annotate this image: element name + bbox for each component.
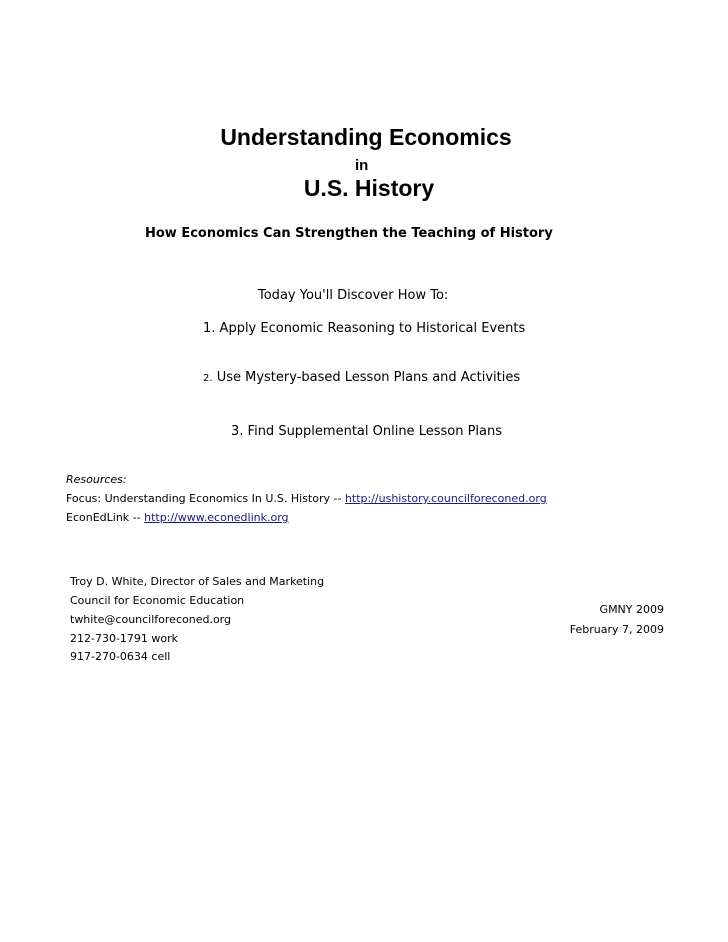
contact-name: Troy D. White, Director of Sales and Marketing [70, 575, 325, 588]
discover-intro: Today You'll Discover How To: [258, 288, 449, 303]
discover-item-3 [231, 424, 502, 439]
document-title-history: U.S. History [303, 175, 435, 201]
contact-email: twhite@councilforeconed.org [70, 613, 231, 626]
resource-prefix: Focus: Understanding Economics In U.S. History -- [66, 492, 345, 505]
title-connector: in [355, 157, 369, 174]
econedlink-link[interactable]: http://www.econedlink.org [144, 511, 289, 524]
discover-item-2 [203, 370, 520, 385]
resource-line-econedlink [66, 511, 289, 524]
item-text: Apply Economic Reasoning to Historical Events [219, 321, 526, 336]
document-subtitle: How Economics Can Strengthen the Teaching of History [145, 226, 553, 241]
item-number: 1. [203, 321, 216, 336]
contact-work-phone: 212-730-1791 work [70, 632, 179, 645]
ushistory-link[interactable]: http://ushistory.councilforeconed.org [344, 492, 547, 505]
document-title: Understanding Economics [220, 124, 512, 150]
contact-organization: Council for Economic Education [70, 594, 245, 607]
contact-cell-phone: 917-270-0634 cell [70, 650, 171, 663]
event-name: GMNY 2009 [599, 603, 664, 616]
item-number: 3. [231, 424, 244, 439]
resource-prefix: EconEdLink -- [66, 511, 145, 524]
event-date: February 7, 2009 [569, 623, 664, 636]
item-text: Find Supplemental Online Lesson Plans [247, 424, 503, 439]
item-number: 2. [203, 373, 213, 384]
item-text: Use Mystery-based Lesson Plans and Activities [216, 370, 521, 385]
discover-item-1 [203, 321, 525, 336]
resource-line-focus [66, 492, 547, 505]
resources-label: Resources: [66, 473, 127, 486]
